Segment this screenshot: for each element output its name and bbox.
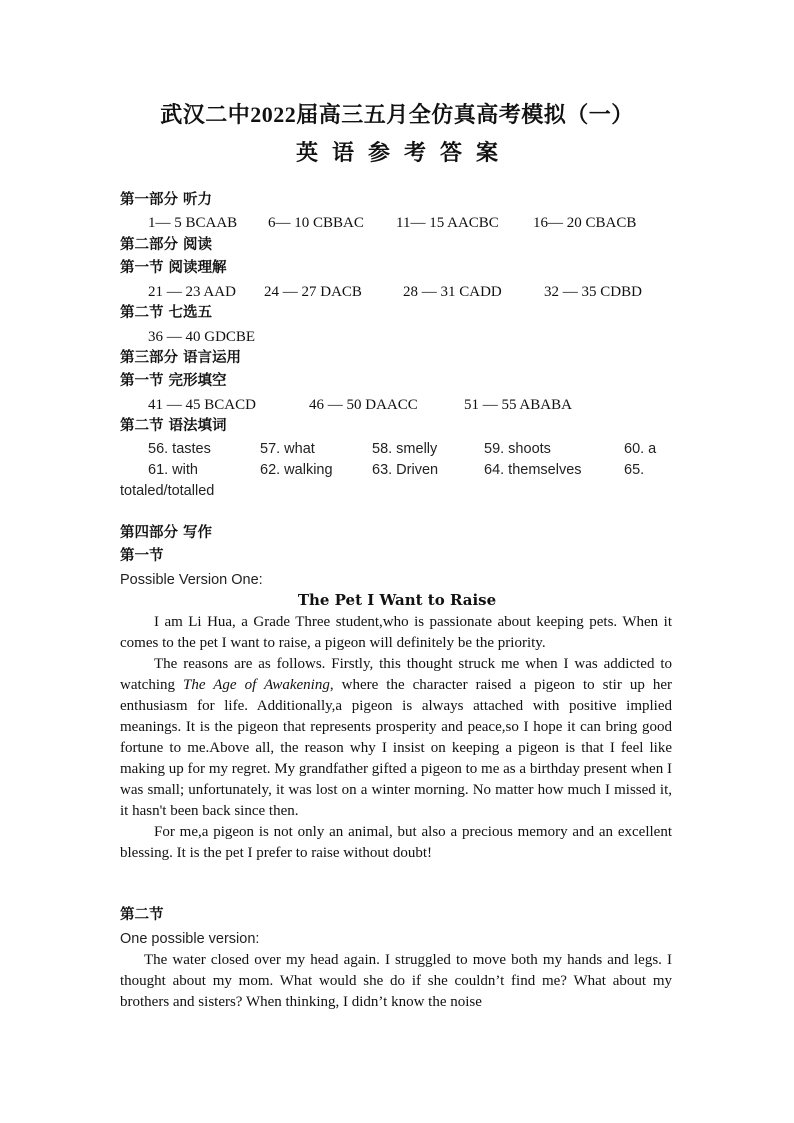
grammar-answer: 59. shoots (484, 441, 551, 457)
answer-group: 21 — 23 AAD (148, 284, 236, 300)
answer-group: 46 — 50 DAACC (309, 397, 418, 413)
answer-group: 1— 5 BCAAB (148, 215, 238, 231)
grammar-answer: 61. with (148, 462, 198, 478)
answer-group: 51 — 55 ABABA (464, 397, 572, 413)
part4-sec2-heading: 第二节 (120, 907, 164, 923)
continuation-paragraph: The water closed over my head again. I struggled to move both my hands and legs. I thought about my mom. What would she do if she couldn’t find me? What about my brothers and sisters? When thinking, I didn’t know the noise (120, 952, 672, 1010)
part2-heading: 第二部分 阅读 (120, 237, 213, 253)
grammar-answer: 58. smelly (372, 441, 438, 457)
grammar-answer-65: totaled/totalled (120, 483, 215, 499)
grammar-answer: 62. walking (260, 462, 333, 478)
answer-group: 32 — 35 CDBD (544, 284, 642, 300)
essay-title: The Pet I Want to Raise (297, 591, 497, 609)
answer-group: 41 — 45 BCACD (148, 397, 256, 413)
document-subtitle: 英语参考答案 (295, 140, 512, 165)
essay-body (120, 612, 672, 864)
essay-paragraph: I am Li Hua, a Grade Three student,who is passionate about keeping pets. When it comes to the pet I want to raise, a pigeon will definitely be the priority. (120, 614, 672, 651)
part4-sec2-label: One possible version: (120, 931, 260, 947)
part1-heading: 第一部分 听力 (120, 192, 213, 208)
answer-group: 11— 15 AACBC (396, 215, 499, 231)
grammar-answer: 60. a (624, 441, 657, 457)
grammar-answer: 65. (624, 462, 645, 478)
part2-sec1-heading: 第一节 阅读理解 (120, 260, 227, 276)
answer-group: 28 — 31 CADD (403, 284, 502, 300)
answer-group: 6— 10 CBBAC (268, 215, 364, 231)
grammar-answer: 56. tastes (148, 441, 211, 457)
part2-sec2-heading: 第二节 七选五 (120, 305, 213, 321)
answer-group: 16— 20 CBACB (533, 215, 637, 231)
drama-title: The Age of Awakening (183, 677, 330, 693)
document-title: 武汉二中2022届高三五月全仿真高考模拟（一） (160, 102, 634, 127)
part4-sec1-heading: 第一节 (120, 548, 164, 564)
answer-group: 24 — 27 DACB (264, 284, 362, 300)
grammar-answer: 57. what (260, 441, 315, 457)
part3-sec2-heading: 第二节 语法填词 (120, 418, 227, 434)
essay-text: , where the character raised a pigeon to stir up her enthusiasm for life. Additionally,a pigeon is always attached with positive implied meanings. It is the pigeon that represents prosperity and peace,so I hope it can bring good fortune to me.Above all, the reason why I insist on keeping a pigeon is that I feel like making up for my regret. My grandfather gifted a pigeon to me as a birthday present when I was small; unfortunately, it was lost on a winter morning. No matter how much I missed it, it hasn't been back since then. (120, 677, 673, 819)
continuation-body (120, 950, 672, 1013)
part3-sec1-heading: 第一节 完形填空 (120, 373, 227, 389)
essay-paragraph: For me,a pigeon is not only an animal, but also a precious memory and an excellent blessing. It is the pet I prefer to raise without doubt! (120, 824, 672, 861)
part4-sec1-label: Possible Version One: (120, 572, 263, 588)
part4-heading: 第四部分 写作 (120, 525, 213, 541)
part2-sec2-answers: 36 — 40 GDCBE (148, 329, 256, 345)
grammar-answer: 64. themselves (484, 462, 582, 478)
part3-heading: 第三部分 语言运用 (120, 350, 242, 366)
grammar-answer: 63. Driven (372, 462, 439, 478)
essay-paragraph (120, 654, 672, 822)
essay-text: The reasons are as follows. Firstly, this thought struck me when I was addicted to watching (120, 656, 672, 693)
